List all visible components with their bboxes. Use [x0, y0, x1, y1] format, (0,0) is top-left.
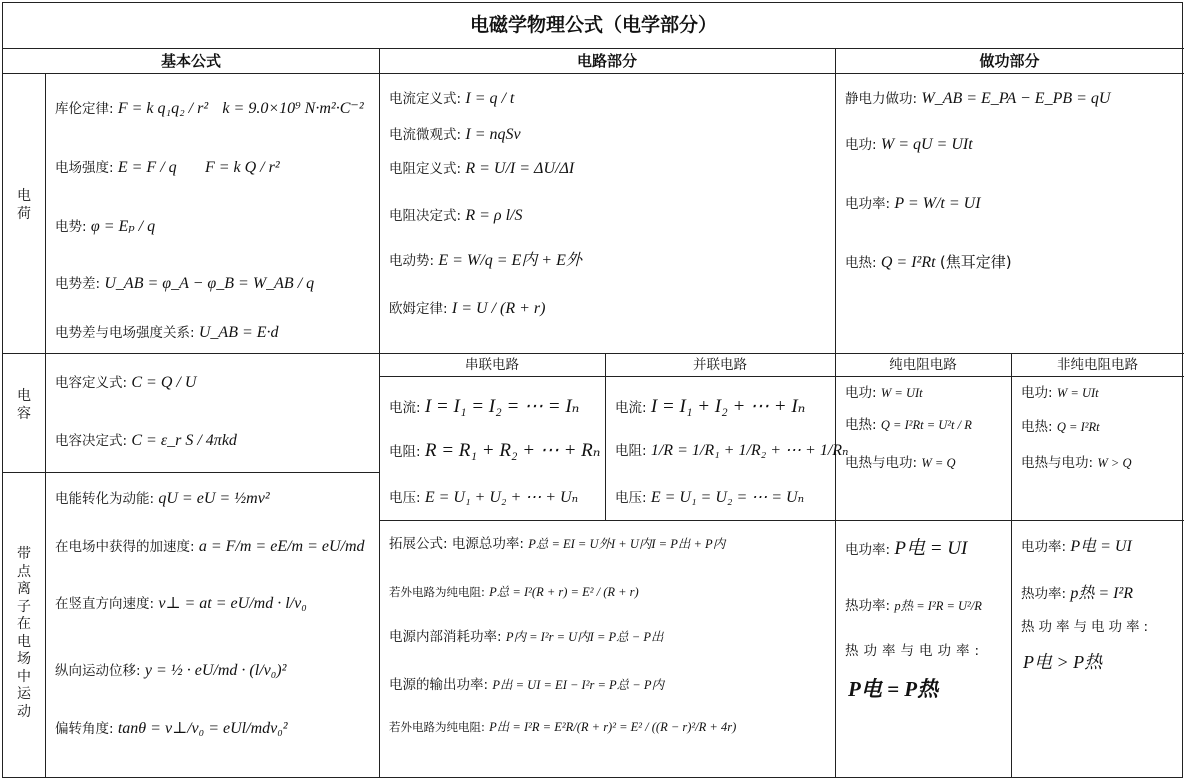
formula-resistance-det: 电阻决定式: R = ρ l/S — [389, 207, 523, 224]
series-current: 电流: I = I₁ = I₂ = ⋯ = Iₙ — [389, 396, 580, 417]
series-voltage: 电压: E = U₁ + U₂ + ⋯ + Uₙ — [389, 489, 579, 506]
grid-line — [379, 48, 380, 777]
header-circuit: 电路部分 — [576, 52, 637, 70]
row-label-char: 电 — [17, 388, 31, 404]
formula-energy: 电能转化为动能: qU = eU = ½mv² — [55, 490, 270, 507]
row-label-char: 电 — [17, 188, 31, 204]
formula-electric-heat: 电热: Q = I²Rt (焦耳定律) — [845, 253, 1012, 271]
nonpure-relation: 电热与电功: W > Q — [1021, 455, 1132, 471]
formula-field: 电场强度: E = F / q F = k Q / r² — [55, 159, 280, 176]
pure-power: 电功率: P电 = UI — [845, 538, 968, 559]
formula-electrostatic-work: 静电力做功: W_AB = E_PA − E_PB = qU — [845, 90, 1111, 107]
ext-internal-power: 电源内部消耗功率: P内 = I²r = U内I = P总 − P出 — [389, 629, 664, 645]
subheader-series: 串联电路 — [465, 357, 519, 373]
grid-line — [835, 48, 836, 777]
pure-heat-power: 热功率: p热 = I²R = U²/R — [845, 598, 982, 614]
grid-line — [3, 472, 379, 473]
formula-resistance-def: 电阻定义式: R = U/I = ΔU/ΔI — [389, 160, 575, 177]
formula-capacitance-def: 电容定义式: C = Q / U — [55, 374, 197, 391]
header-work: 做功部分 — [979, 52, 1040, 70]
formula-potential-difference: 电势差: U_AB = φ_A − φ_B = W_AB / q — [55, 275, 315, 292]
row-label-particle — [14, 546, 34, 721]
parallel-current: 电流: I = I₁ + I₂ + ⋯ + Iₙ — [615, 396, 806, 417]
row-label-char: 运 — [17, 686, 31, 702]
header-basic: 基本公式 — [160, 52, 221, 70]
grid-line — [3, 73, 1184, 74]
grid-line — [3, 353, 1184, 354]
formula-potential-field: 电势差与电场强度关系: U_AB = E·d — [55, 324, 279, 341]
parallel-voltage: 电压: E = U₁ = U₂ = ⋯ = Uₙ — [615, 489, 805, 506]
row-label-char: 动 — [17, 703, 31, 720]
row-label-char: 中 — [17, 668, 31, 685]
pure-relation: 电热与电功: W = Q — [845, 455, 956, 471]
formula-ohm: 欧姆定律: I = U / (R + r) — [389, 300, 546, 317]
ext-pure-total: 若外电路为纯电阻: P总 = I²(R + r) = E² / (R + r) — [389, 585, 639, 599]
formula-displacement: 纵向运动位移: y = ½ · eU/md · (l/v₀)² — [55, 662, 287, 679]
subheader-nonpure: 非纯电阻电路 — [1057, 357, 1138, 373]
pure-work: 电功: W = UIt — [845, 385, 923, 401]
formula-electric-work: 电功: W = qU = UIt — [845, 136, 973, 153]
nonpure-power: 电功率: P电 = UI — [1021, 538, 1132, 555]
ext-output-power: 电源的输出功率: P出 = UI = EI − I²r = P总 − P内 — [389, 677, 664, 693]
nonpure-relation-label: 热功率与电功率: — [1021, 619, 1153, 635]
nonpure-heat: 电热: Q = I²Rt — [1021, 419, 1100, 435]
page-title: 电磁学物理公式（电学部分） — [469, 14, 717, 36]
row-label-char: 容 — [17, 405, 31, 422]
nonpure-work: 电功: W = UIt — [1021, 385, 1099, 401]
pure-relation-label: 热功率与电功率: — [845, 643, 985, 659]
ext-pure-output: 若外电路为纯电阻: P出 = I²R = E²R/(R + r)² = E² / ((R − r)²/R + 4r) — [389, 720, 737, 734]
formula-angle: 偏转角度: tanθ = v⊥/v₀ = eUl/mdv₀² — [55, 720, 288, 737]
row-label-capacitance — [14, 388, 34, 423]
grid-line — [379, 520, 1184, 521]
formula-coulomb: 库伦定律: F = k q₁q₂ / r² k = 9.0×10⁹ N·m²·C⁻² — [55, 100, 364, 117]
formula-sheet — [2, 2, 1183, 778]
formula-capacitance-det: 电容决定式: C = ε_r S / 4πkd — [55, 432, 237, 449]
pure-relation-formula: P电 = P热 — [848, 677, 939, 701]
grid-line — [45, 73, 46, 777]
row-label-char: 场 — [17, 651, 31, 667]
grid-line — [379, 376, 1184, 377]
formula-current-micro: 电流微观式: I = nqSv — [389, 126, 521, 143]
row-label-char: 离 — [17, 581, 31, 597]
row-label-char: 电 — [17, 633, 31, 650]
grid-line — [1011, 353, 1012, 777]
formula-acceleration: 在电场中获得的加速度: a = F/m = eE/m = eU/md — [55, 538, 365, 555]
formula-potential: 电势: φ = Eₚ / q — [55, 218, 156, 235]
nonpure-relation-formula: P电 > P热 — [1023, 652, 1103, 672]
pure-heat: 电热: Q = I²Rt = U²t / R — [845, 417, 972, 433]
formula-emf: 电动势: E = W/q = E内 + E外 — [389, 252, 582, 269]
subheader-pure: 纯电阻电路 — [889, 357, 957, 373]
subheader-parallel: 并联电路 — [693, 357, 747, 373]
row-label-char: 在 — [17, 616, 31, 632]
series-resistance: 电阻: R = R₁ + R₂ + ⋯ + Rₙ — [389, 440, 601, 461]
row-label-char: 荷 — [17, 205, 31, 222]
ext-total-power: 拓展公式: 电源总功率: P总 = EI = U外I + U内I = P出 + P内 — [389, 536, 726, 552]
grid-line — [3, 48, 1184, 49]
formula-vertical-velocity: 在竖直方向速度: v⊥ = at = eU/md · l/v₀ — [55, 595, 307, 612]
formula-current-def: 电流定义式: I = q / t — [389, 90, 515, 107]
row-label-char: 子 — [17, 598, 31, 615]
row-label-char: 带 — [17, 546, 31, 562]
formula-electric-power: 电功率: P = W/t = UI — [845, 195, 981, 212]
parallel-resistance: 电阻: 1/R = 1/R₁ + 1/R₂ + ⋯ + 1/Rₙ — [615, 442, 849, 459]
row-label-char: 点 — [17, 563, 31, 580]
row-label-charge — [14, 188, 34, 223]
nonpure-heat-power: 热功率: p热 = I²R — [1021, 585, 1134, 602]
grid-line — [605, 353, 606, 520]
